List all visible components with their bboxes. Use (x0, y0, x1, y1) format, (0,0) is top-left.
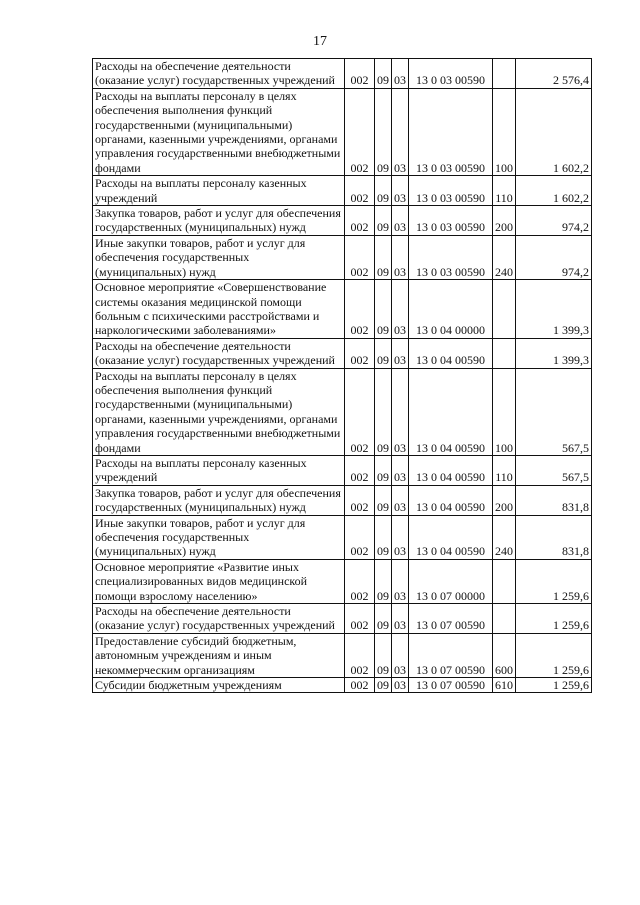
section-code: 09 (375, 515, 392, 559)
expense-type-code (493, 338, 516, 368)
item-name: Субсидии бюджетным учреждениям (93, 678, 345, 693)
expense-type-code: 100 (493, 88, 516, 175)
ministry-code: 002 (345, 515, 375, 559)
target-article-code: 13 0 04 00000 (409, 280, 493, 339)
target-article-code: 13 0 07 00000 (409, 559, 493, 603)
page-number: 17 (313, 34, 327, 49)
subsection-code: 03 (392, 455, 409, 485)
section-code: 09 (375, 338, 392, 368)
subsection-code: 03 (392, 604, 409, 634)
item-name: Расходы на выплаты персоналу казенных учреждений (93, 455, 345, 485)
expense-type-code (493, 59, 516, 89)
section-code: 09 (375, 88, 392, 175)
section-code: 09 (375, 280, 392, 339)
ministry-code: 002 (345, 280, 375, 339)
table-row (93, 515, 592, 559)
section-code: 09 (375, 368, 392, 455)
target-article-code: 13 0 04 00590 (409, 515, 493, 559)
table-row (93, 59, 592, 89)
target-article-code: 13 0 03 00590 (409, 176, 493, 206)
target-article-code: 13 0 04 00590 (409, 368, 493, 455)
expense-type-code: 200 (493, 206, 516, 236)
amount: 1 259,6 (516, 633, 592, 677)
section-code: 09 (375, 59, 392, 89)
expense-type-code (493, 559, 516, 603)
ministry-code: 002 (345, 206, 375, 236)
amount: 1 259,6 (516, 678, 592, 693)
table-row (93, 604, 592, 634)
table-row (93, 368, 592, 455)
budget-table (92, 58, 592, 693)
expense-type-code (493, 280, 516, 339)
section-code: 09 (375, 485, 392, 515)
target-article-code: 13 0 03 00590 (409, 206, 493, 236)
target-article-code: 13 0 07 00590 (409, 633, 493, 677)
section-code: 09 (375, 604, 392, 634)
subsection-code: 03 (392, 485, 409, 515)
target-article-code: 13 0 07 00590 (409, 604, 493, 634)
subsection-code: 03 (392, 235, 409, 279)
amount: 2 576,4 (516, 59, 592, 89)
expense-type-code: 600 (493, 633, 516, 677)
section-code: 09 (375, 678, 392, 693)
expense-type-code: 100 (493, 368, 516, 455)
table-row (93, 338, 592, 368)
subsection-code: 03 (392, 338, 409, 368)
table-body (93, 59, 592, 693)
target-article-code: 13 0 03 00590 (409, 235, 493, 279)
subsection-code: 03 (392, 280, 409, 339)
ministry-code: 002 (345, 176, 375, 206)
subsection-code: 03 (392, 368, 409, 455)
target-article-code: 13 0 07 00590 (409, 678, 493, 693)
ministry-code: 002 (345, 59, 375, 89)
ministry-code: 002 (345, 604, 375, 634)
expense-type-code: 200 (493, 485, 516, 515)
subsection-code: 03 (392, 88, 409, 175)
expense-type-code: 240 (493, 515, 516, 559)
target-article-code: 13 0 04 00590 (409, 338, 493, 368)
ministry-code: 002 (345, 368, 375, 455)
item-name: Основное мероприятие «Совершенствование системы оказания медицинской помощи больным с психическими расстройствами и наркологическими заболеваниями» (93, 280, 345, 339)
subsection-code: 03 (392, 206, 409, 236)
amount: 831,8 (516, 485, 592, 515)
subsection-code: 03 (392, 176, 409, 206)
expense-type-code: 110 (493, 176, 516, 206)
ministry-code: 002 (345, 338, 375, 368)
ministry-code: 002 (345, 455, 375, 485)
amount: 831,8 (516, 515, 592, 559)
expense-type-code (493, 604, 516, 634)
section-code: 09 (375, 176, 392, 206)
target-article-code: 13 0 03 00590 (409, 88, 493, 175)
subsection-code: 03 (392, 633, 409, 677)
target-article-code: 13 0 03 00590 (409, 59, 493, 89)
amount: 1 602,2 (516, 88, 592, 175)
section-code: 09 (375, 559, 392, 603)
item-name: Расходы на обеспечение деятельности (оказание услуг) государственных учреждений (93, 59, 345, 89)
amount: 567,5 (516, 368, 592, 455)
table-row (93, 176, 592, 206)
ministry-code: 002 (345, 559, 375, 603)
ministry-code: 002 (345, 678, 375, 693)
section-code: 09 (375, 206, 392, 236)
section-code: 09 (375, 633, 392, 677)
table-row (93, 678, 592, 693)
subsection-code: 03 (392, 559, 409, 603)
table-row (93, 280, 592, 339)
amount: 1 602,2 (516, 176, 592, 206)
item-name: Предоставление субсидий бюджетным, автономным учреждениям и иным некоммерческим организациям (93, 633, 345, 677)
table-row (93, 633, 592, 677)
ministry-code: 002 (345, 633, 375, 677)
table-row (93, 206, 592, 236)
item-name: Расходы на выплаты персоналу в целях обеспечения выполнения функций государственными (муниципальными) органами, казенными учреждениями, органами управления государственными внебюджетными фондами (93, 368, 345, 455)
ministry-code: 002 (345, 235, 375, 279)
expense-type-code: 610 (493, 678, 516, 693)
amount: 974,2 (516, 235, 592, 279)
item-name: Закупка товаров, работ и услуг для обеспечения государственных (муниципальных) нужд (93, 485, 345, 515)
subsection-code: 03 (392, 678, 409, 693)
ministry-code: 002 (345, 88, 375, 175)
subsection-code: 03 (392, 515, 409, 559)
amount: 567,5 (516, 455, 592, 485)
item-name: Расходы на обеспечение деятельности (оказание услуг) государственных учреждений (93, 604, 345, 634)
amount: 1 259,6 (516, 604, 592, 634)
subsection-code: 03 (392, 59, 409, 89)
item-name: Иные закупки товаров, работ и услуг для обеспечения государственных (муниципальных) нужд (93, 515, 345, 559)
target-article-code: 13 0 04 00590 (409, 455, 493, 485)
item-name: Расходы на выплаты персоналу в целях обеспечения выполнения функций государственными (муниципальными) органами, казенными учреждениями, органами управления государственными внебюджетными фондами (93, 88, 345, 175)
table-row (93, 235, 592, 279)
table-row (93, 559, 592, 603)
ministry-code: 002 (345, 485, 375, 515)
table-row (93, 485, 592, 515)
section-code: 09 (375, 455, 392, 485)
item-name: Расходы на обеспечение деятельности (оказание услуг) государственных учреждений (93, 338, 345, 368)
amount: 1 399,3 (516, 280, 592, 339)
amount: 974,2 (516, 206, 592, 236)
expense-type-code: 240 (493, 235, 516, 279)
expense-type-code: 110 (493, 455, 516, 485)
section-code: 09 (375, 235, 392, 279)
amount: 1 399,3 (516, 338, 592, 368)
amount: 1 259,6 (516, 559, 592, 603)
table-row (93, 455, 592, 485)
target-article-code: 13 0 04 00590 (409, 485, 493, 515)
item-name: Основное мероприятие «Развитие иных специализированных видов медицинской помощи взрослому населению» (93, 559, 345, 603)
table-row (93, 88, 592, 175)
item-name: Закупка товаров, работ и услуг для обеспечения государственных (муниципальных) нужд (93, 206, 345, 236)
item-name: Расходы на выплаты персоналу казенных учреждений (93, 176, 345, 206)
item-name: Иные закупки товаров, работ и услуг для обеспечения государственных (муниципальных) нужд (93, 235, 345, 279)
